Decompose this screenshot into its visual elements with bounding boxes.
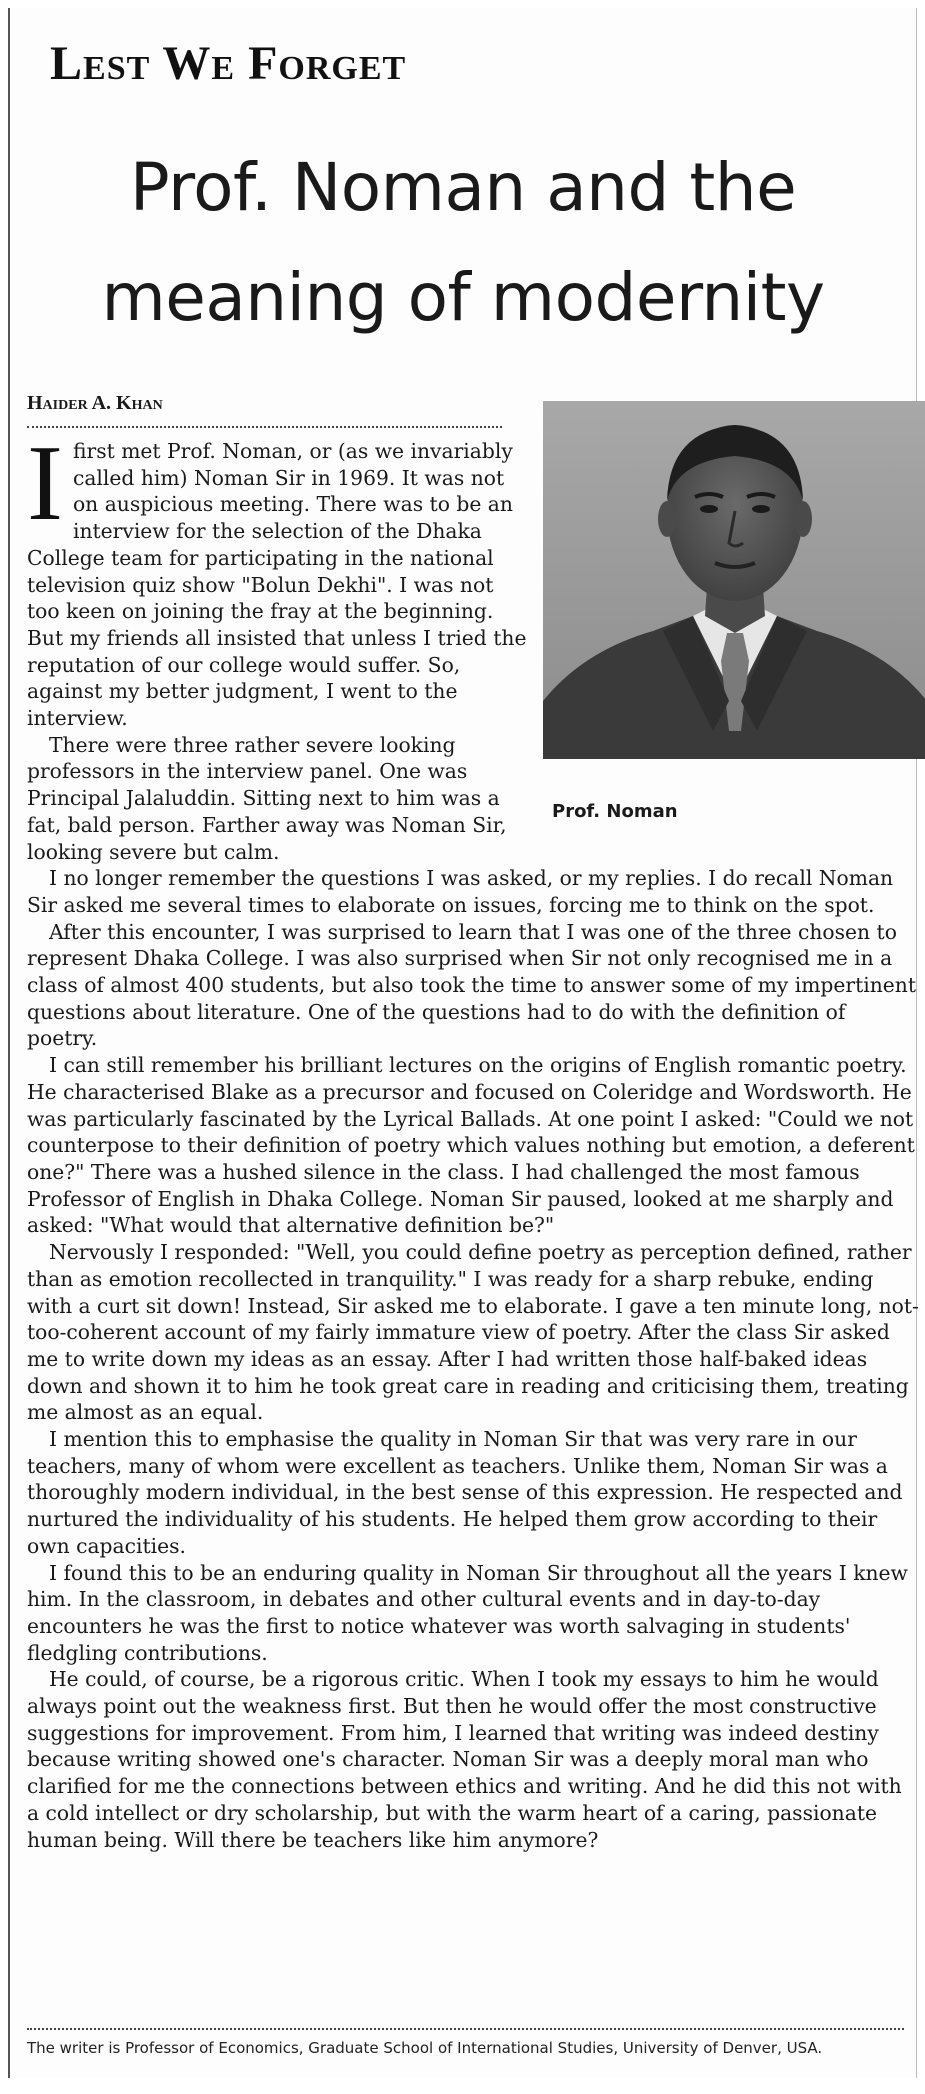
byline-divider [27,426,502,428]
paragraph-3: I no longer remember the questions I was asked, or my replies. I do recall Noman Sir asked me several times to elaborate on issues, forcing me to think on the spot. [27,866,894,917]
drop-cap: I [27,424,63,543]
paragraph-text: first met Prof. Noman, or (as we invariably called him) Noman Sir in 1969. It was not on auspicious meeting. There was to be an interview for the selection of the Dhaka College team for participating in the national television quiz show "Bolun Dekhi". I was not too keen on joining the fray at the beginning. But my friends all insisted that unless I tried the reputation of our college would suffer. So, against my better judgment, I went to the interview. [27,439,527,731]
headline-line-2: meaning of modernity [101,259,825,336]
footnote-divider [27,2028,904,2030]
photo-spacer [527,438,919,858]
paragraph-4: After this encounter, I was surprised to learn that I was one of the three chosen to represent Dhaka College. I was also surprised when Sir not only recognised me in a class of almost 400 students, but also took the time to answer some of my impertinent questions about literature. One of the questions had to do with the definition of poetry. [27,919,917,1051]
headline-line-1: Prof. Noman and the [129,149,797,226]
photo-caption: Prof. Noman [552,801,678,822]
section-label: Lest We Forget [50,37,407,90]
author-footnote: The writer is Professor of Economics, Graduate School of International Studies, University of Denver, USA. [27,2039,823,2057]
paragraph-7: I mention this to emphasise the quality in Noman Sir that was very rare in our teachers, many of whom were excellent as teachers. Unlike them, Noman Sir was a thoroughly modern individual, in the best sense of this expression. He respected and nurtured the individuality of his students. He helped them grow according to their own capacities. [27,1427,903,1558]
paragraph-5: I can still remember his brilliant lectures on the origins of English romantic poetry. He characterised Blake as a precursor and focused on Coleridge and Wordsworth. He was particularly fascinated by the Lyrical Ballads. At one point I asked: "Could we not counterpose to their definition of poetry which values nothing but emotion, a deferent one?" There was a hushed silence in the class. I had challenged the most famous Professor of English in Dhaka College. Noman Sir paused, looked at me sharply and asked: "What would that alternative definition be?" [27,1053,915,1238]
paragraph-9: He could, of course, be a rigorous critic. When I took my essays to him he would always point out the weakness first. But then he would offer the most constructive suggestions for improvement. From him, I learned that writing was indeed destiny because writing showed one's character. Noman Sir was a deeply moral man who clarified for me the connections between ethics and writing. And he did this not with a cold intellect or dry scholarship, but with the warm heart of a caring, passionate human being. Will there be teachers like him anymore? [27,1667,902,1852]
newspaper-page [8,8,917,2078]
byline: Haider A. Khan [27,392,163,414]
paragraph-8: I found this to be an enduring quality in Noman Sir throughout all the years I knew him. In the classroom, in debates and other cultural events and in day-to-day encounters he was the first to notice whatever was worth salvaging in students' fledgling contributions. [27,1560,908,1665]
article-body [27,424,919,1853]
headline [10,133,916,353]
paragraph-6: Nervously I responded: "Well, you could define poetry as perception defined, rather than as emotion recollected in tranquility." I was ready for a sharp rebuke, ending with a curt sit down! Instead, Sir asked me to elaborate. I gave a ten minute long, not-too-coherent account of my fairly immature view of poetry. After the class Sir asked me to write down my ideas as an essay. After I had written those half-baked ideas down and shown it to him he took great care in reading and criticising them, treating me almost as an equal. [27,1240,919,1425]
paragraph-2: There were three rather severe looking professors in the interview panel. One was Principal Jalaluddin. Sitting next to him was a fat, bald person. Farther away was Noman Sir, looking severe but calm. [27,732,507,864]
